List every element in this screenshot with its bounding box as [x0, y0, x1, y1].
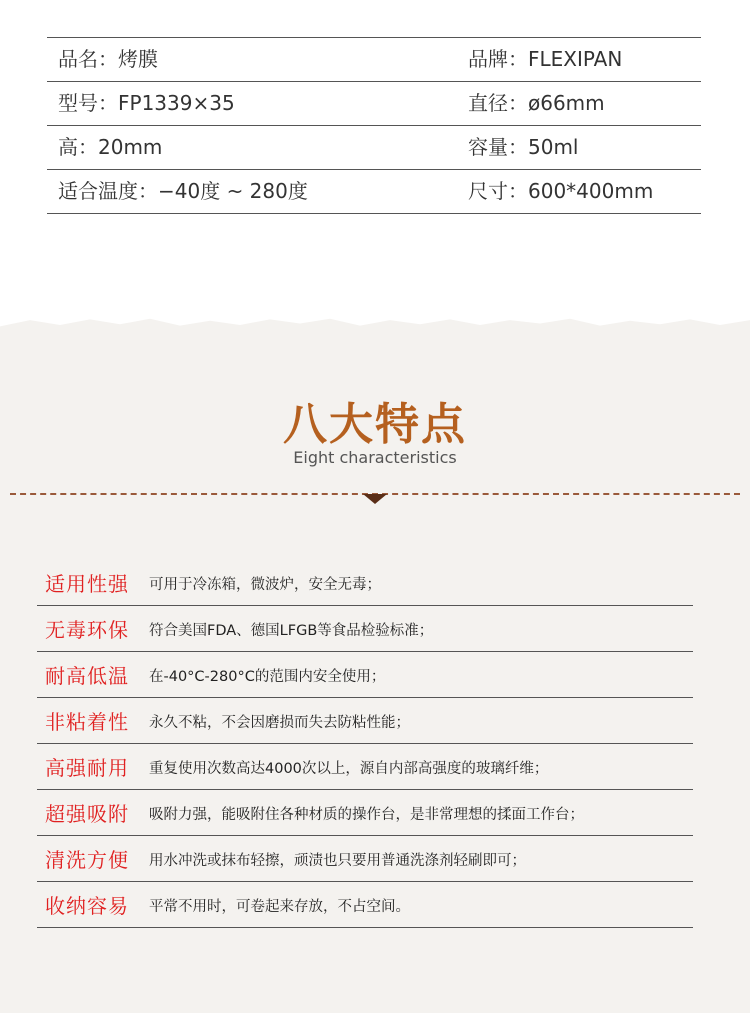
feature-row [37, 606, 693, 652]
spec-value: 600*400mm [528, 179, 654, 203]
feature-row [37, 790, 693, 836]
spec-value: 20mm [98, 135, 163, 159]
feature-row [37, 744, 693, 790]
feature-description: 符合美国FDA、德国LFGB等食品检验标准； [149, 623, 434, 639]
feature-description: 用水冲洗或抹布轻擦，顽渍也只要用普通洗涤剂轻刷即可； [149, 853, 526, 869]
feature-description: 重复使用次数高达4000次以上，源自内部高强度的玻璃纤维； [149, 761, 549, 777]
feature-title: 超强吸附 [45, 802, 129, 826]
feature-description: 在-40°C-280°C的范围内安全使用； [149, 669, 386, 685]
spec-capacity [468, 126, 579, 169]
feature-row [37, 698, 693, 744]
spec-label: 品牌： [468, 47, 528, 71]
spec-row [47, 38, 701, 82]
feature-title: 高强耐用 [45, 756, 129, 780]
feature-description: 可用于冷冻箱，微波炉，安全无毒； [149, 577, 381, 593]
spec-label: 品名： [58, 47, 118, 71]
spec-value: FP1339×35 [118, 91, 235, 115]
spec-label: 直径： [468, 91, 528, 115]
feature-title: 收纳容易 [45, 894, 129, 918]
section-title: 八大特点 [283, 399, 467, 450]
feature-title: 无毒环保 [45, 618, 129, 642]
spec-value: FLEXIPAN [528, 47, 623, 71]
section-subtitle: Eight characteristics [293, 448, 457, 467]
spec-value: ø66mm [528, 91, 605, 115]
spec-diameter [468, 82, 605, 125]
spec-label: 型号： [58, 91, 118, 115]
spec-value: 50ml [528, 135, 579, 159]
feature-title: 适用性强 [45, 572, 129, 596]
feature-description: 平常不用时，可卷起来存放，不占空间。 [149, 899, 410, 915]
spec-label: 容量： [468, 135, 528, 159]
spec-value: 烤膜 [118, 47, 158, 71]
spec-label: 适合温度： [58, 179, 158, 203]
feature-row [37, 836, 693, 882]
feature-list [37, 560, 693, 928]
feature-title: 非粘着性 [45, 710, 129, 734]
spec-model [58, 82, 235, 125]
spec-row [47, 170, 701, 214]
spec-size [468, 170, 653, 213]
spec-height [58, 126, 162, 169]
spec-value: −40度 ~ 280度 [158, 179, 308, 203]
spec-label: 高： [58, 135, 98, 159]
feature-row [37, 882, 693, 928]
feature-row [37, 652, 693, 698]
spec-row [47, 126, 701, 170]
feature-description: 永久不粘，不会因磨损而失去防粘性能； [149, 715, 410, 731]
feature-title: 耐高低温 [45, 664, 129, 688]
feature-row [37, 560, 693, 606]
spec-row [47, 82, 701, 126]
spec-brand [468, 38, 622, 81]
feature-description: 吸附力强，能吸附住各种材质的操作台，是非常理想的揉面工作台； [149, 807, 584, 823]
spec-label: 尺寸： [468, 179, 528, 203]
triangle-down-icon [363, 494, 387, 504]
feature-title: 清洗方便 [45, 848, 129, 872]
spec-table [47, 37, 701, 214]
spec-temperature [58, 170, 308, 213]
spec-name [58, 38, 158, 81]
